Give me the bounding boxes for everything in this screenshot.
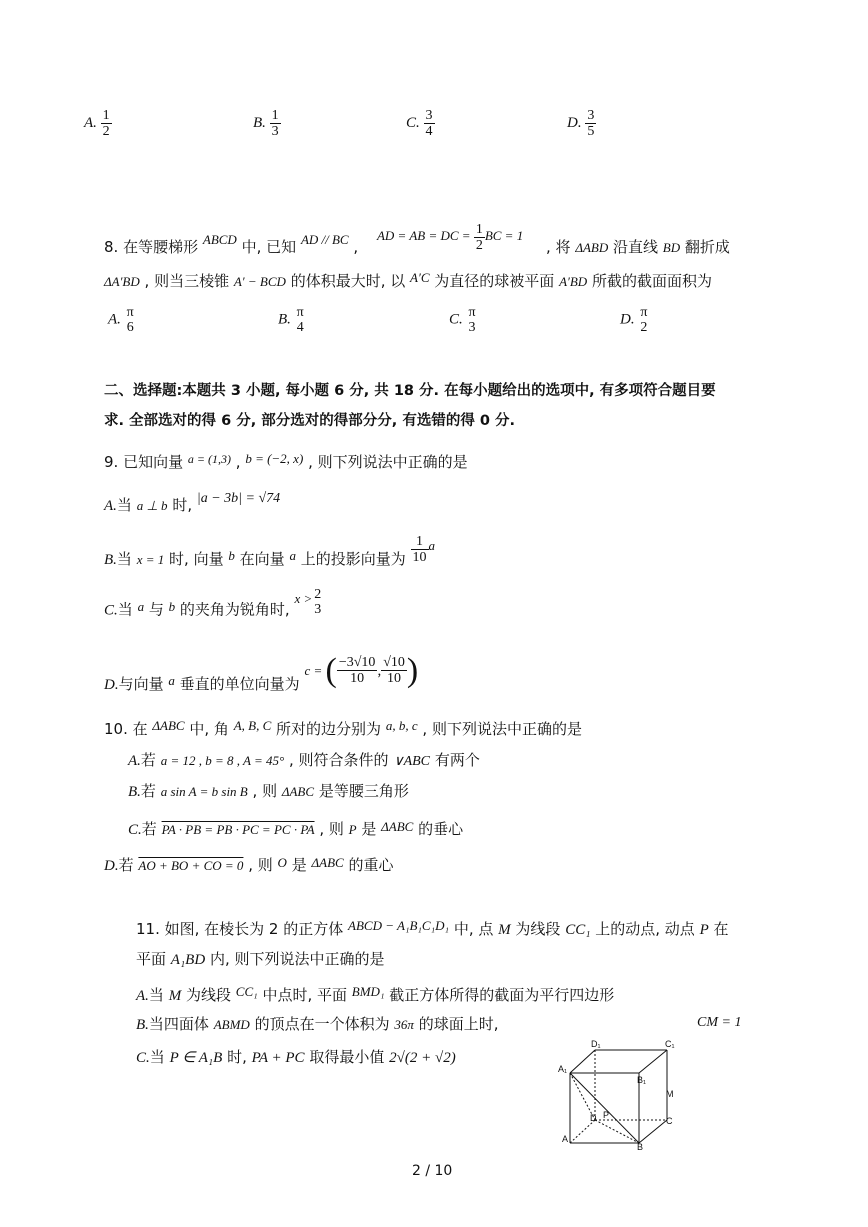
q11-option-b: B.当四面体 ABMD 的顶点在一个体积为 36π 的球面上时,: [136, 1015, 499, 1033]
option-label: A.: [84, 114, 97, 131]
q8-option-c: C. π 3: [449, 305, 476, 335]
fraction: 2 3: [314, 587, 322, 617]
label-b1: B₁: [637, 1075, 647, 1085]
fraction: π 6: [126, 305, 134, 335]
cube-hidden-edges: [570, 1050, 667, 1143]
fraction: $\frac{1}{3}$: [271, 108, 279, 139]
q9-stem: 9. 已知向量 $^{a = (1,3)}$ , b = (−2, x) , 则下列说法中正确的是: [104, 451, 468, 471]
page-number: 2 / 10: [412, 1163, 453, 1179]
option-label: D.: [567, 114, 582, 131]
section2-line2: 求. 全部选对的得 6 分, 部分选对的得部分分, 有选错的得 0 分.: [104, 413, 516, 429]
q11-option-a: A.当 M 为线段 CC₁ 中点时, 平面 BMD₁ 截正方体所得的截面为平行四边形: [136, 984, 615, 1004]
q8-line2: ΔA′BD , 则当三棱锥 A′ − BCD 的体积最大时, 以 A′C 为直径的球被平面 A′BD 所截的截面面积为: [104, 270, 712, 290]
fraction: $\frac{3}{5}$: [587, 108, 595, 139]
top-option-c: [406, 108, 435, 139]
cube-figure: [555, 1040, 685, 1150]
fraction: $\frac{√10}{10}$: [383, 655, 405, 686]
fraction: $\frac{1}{2}$: [102, 108, 110, 139]
label-a1: A₁: [558, 1064, 568, 1074]
fraction: π 3: [468, 305, 476, 335]
q9-option-a: A.当 a ⊥ b 时, |a − 3b| = √74: [104, 491, 281, 514]
label-b: B: [637, 1142, 644, 1150]
fraction: $\frac{1}{10}$: [412, 534, 427, 565]
top-option-b: [253, 108, 281, 139]
q10-option-b: B.若 a sin A = b sin B , 则 ΔABC 是等腰三角形: [128, 782, 409, 800]
label-d1: D₁: [591, 1040, 601, 1049]
label-m: M: [666, 1089, 674, 1099]
fraction: $\frac{3}{4}$: [425, 108, 433, 139]
q9-option-b: B.当 x = 1 时, 向量 b 在向量 a 上的投影向量为 $\frac{1}{10}$ a: [104, 534, 436, 568]
q10-option-c: C.若 PA · PB = PB · PC = PC · PA , 则 P 是 ΔABC 的垂心: [128, 819, 464, 838]
fraction: π 2: [640, 305, 648, 335]
fraction: π 4: [296, 305, 304, 335]
label-p: P: [603, 1110, 610, 1120]
option-label: C.: [406, 114, 420, 131]
q11-option-b-cm: CM = 1: [697, 1015, 742, 1030]
fraction-half: $\frac{1}{2}$: [475, 222, 483, 253]
q10-stem: 10. 在 ΔABC 中, 角 A, B, C 所对的边分别为 a, b, c , 则下列说法中正确的是: [104, 718, 582, 738]
q10-option-d: D.若 AO + BO + CO = 0 , 则 O 是 ΔABC 的重心: [104, 855, 394, 874]
option-label: B.: [253, 114, 266, 131]
q11-option-c: C.当 P ∈ A₁B 时, PA + PC 取得最小值 2√(2 + √2): [136, 1048, 456, 1066]
label-c: C: [666, 1116, 673, 1126]
q9-option-c: C.当 a 与 b 的夹角为锐角时, x > 2 3: [104, 587, 322, 619]
label-d: D: [590, 1113, 597, 1123]
label-a: A: [562, 1134, 569, 1144]
q9-option-d: D.与向量 a 垂直的单位向量为 c = ( $\frac{-3√10}{10}$ , $\frac{√10}{10}$ ): [104, 652, 419, 693]
q8-option-d: D. π 2: [620, 305, 648, 335]
section2-line1: 二、选择题:本题共 3 小题, 每小题 6 分, 共 18 分. 在每小题给出的选项中, 有多项符合题目要: [104, 383, 716, 399]
q8-line1: 8. 在等腰梯形 ABCD 中, 已知 AD // BC , AD = AB = DC = $\frac{1}{2}$ BC = 1 , 将 ΔABD 沿直线 BD 翻折成: [104, 222, 730, 256]
fraction: $\frac{-3√10}{10}$: [338, 655, 376, 686]
q11-stem-line1: 11. 如图, 在棱长为 2 的正方体 ABCD − A₁B₁C₁D₁ 中, 点 M 为线段 CC₁ 上的动点, 动点 P 在: [136, 918, 729, 938]
q8-option-a: A. π 6: [108, 305, 134, 335]
top-option-d: [567, 108, 596, 139]
label-c1: C₁: [665, 1040, 675, 1049]
q8-option-b: B. π 4: [278, 305, 304, 335]
q10-option-a: A.若 a = 12 , b = 8 , A = 45° , 则符合条件的 ∨ABC 有两个: [128, 751, 480, 769]
top-option-a: [84, 108, 112, 139]
q11-stem-line2: 平面 A₁BD 内, 则下列说法中正确的是: [136, 950, 385, 968]
